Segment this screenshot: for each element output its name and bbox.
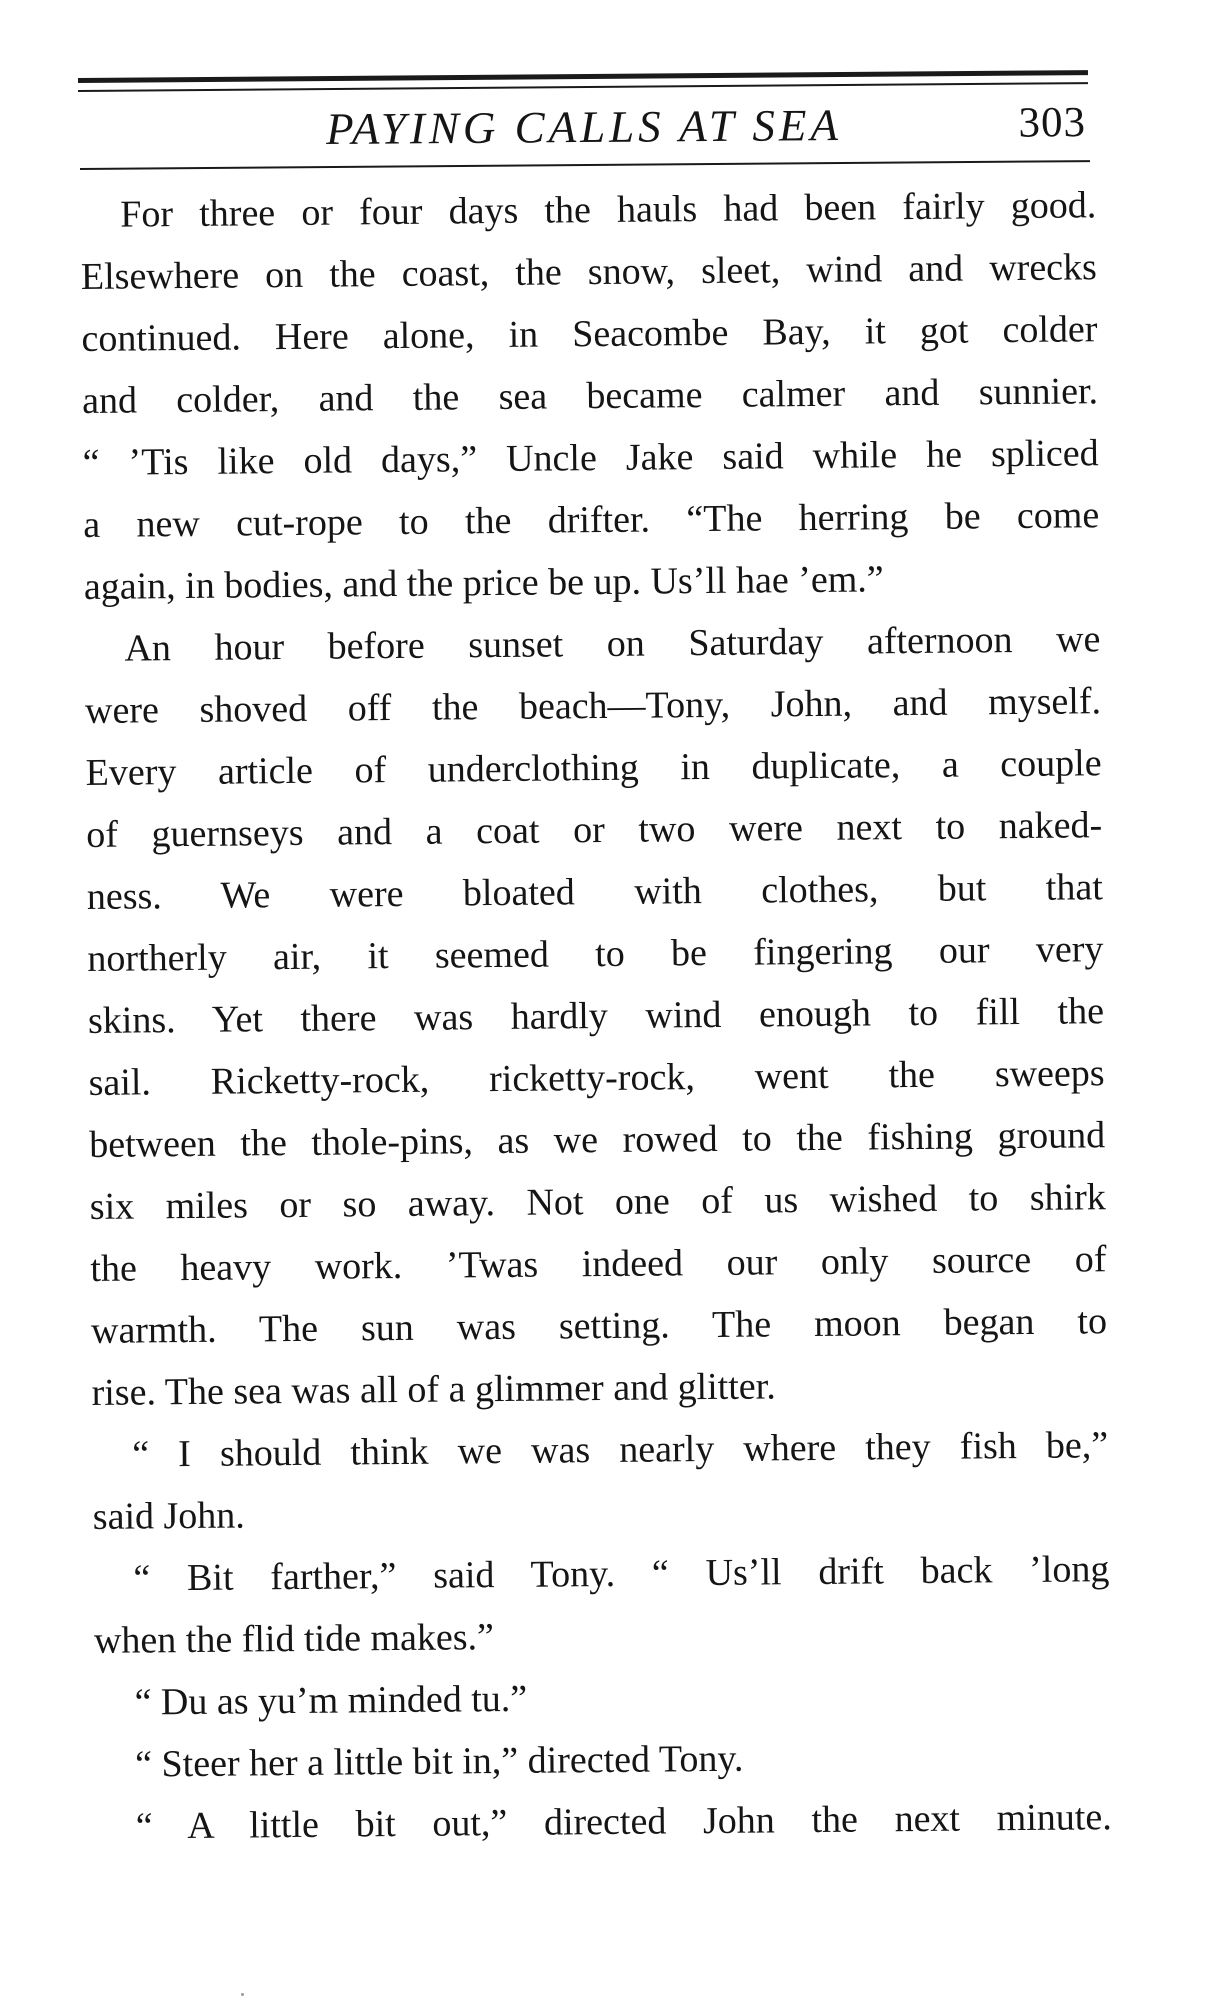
header-rule-thick xyxy=(78,70,1088,83)
text-line: An hour before sunset on Saturday afternoon we xyxy=(124,618,1101,670)
text-line: when the flid tide makes.” xyxy=(93,1616,495,1662)
page-number: 303 xyxy=(1018,99,1087,147)
text-line: again, in bodies, and the price be up. Us’ll hae ’em.” xyxy=(83,558,884,608)
body-text xyxy=(80,174,1116,1858)
text-line: “ Du as yu’m minded tu.” xyxy=(134,1677,528,1724)
text-line: warmth. The sun was setting. The moon began to xyxy=(90,1300,1108,1352)
text-line: “ ’Tis like old days,” Uncle Jake said while he spliced xyxy=(82,432,1099,484)
text-line: Every article of underclothing in duplicate, a couple xyxy=(85,742,1102,794)
text-line: rise. The sea was all of a glimmer and glitter. xyxy=(91,1365,776,1414)
text-line: “ A little bit out,” directed John the next minute. xyxy=(135,1796,1112,1848)
text-line: between the thole-pins, as we rowed to the fishing ground xyxy=(89,1114,1106,1166)
text-line: continued. Here alone, in Seacombe Bay, it got colder xyxy=(81,308,1098,360)
running-head xyxy=(78,90,1090,164)
text-line: “ Bit farther,” said Tony. “ Us’ll drift back ’long xyxy=(133,1548,1110,1600)
text-line: sail. Ricketty-rock, ricketty-rock, went the sweeps xyxy=(88,1052,1105,1104)
text-line: skins. Yet there was hardly wind enough to fill the xyxy=(87,990,1105,1042)
text-line: were shoved off the beach—Tony, John, and myself. xyxy=(84,680,1102,732)
running-title: PAYING CALLS AT SEA xyxy=(325,100,843,155)
text-line: six miles or so away. Not one of us wished to shirk xyxy=(89,1176,1106,1228)
text-line: a new cut-rope to the drifter. “The herring be come xyxy=(83,494,1100,546)
paper-speck xyxy=(241,1993,244,1996)
text-line: northerly air, it seemed to be fingering our very xyxy=(87,928,1104,980)
text-line: the heavy work. ’Twas indeed our only source of xyxy=(90,1238,1107,1290)
text-line: and colder, and the sea became calmer and sunnier. xyxy=(81,370,1099,422)
text-line: For three or four days the hauls had been fairly good. xyxy=(120,184,1097,236)
text-line: of guernseys and a coat or two were next to naked- xyxy=(86,804,1103,856)
text-line: “ I should think we was nearly where they fish be,” xyxy=(131,1424,1109,1476)
text-line: ness. We were bloated with clothes, but that xyxy=(86,866,1103,918)
text-line: “ Steer her a little bit in,” directed Tony. xyxy=(134,1737,744,1786)
text-line: Elsewhere on the coast, the snow, sleet, wind and wrecks xyxy=(80,246,1098,298)
text-line: said John. xyxy=(92,1494,245,1538)
